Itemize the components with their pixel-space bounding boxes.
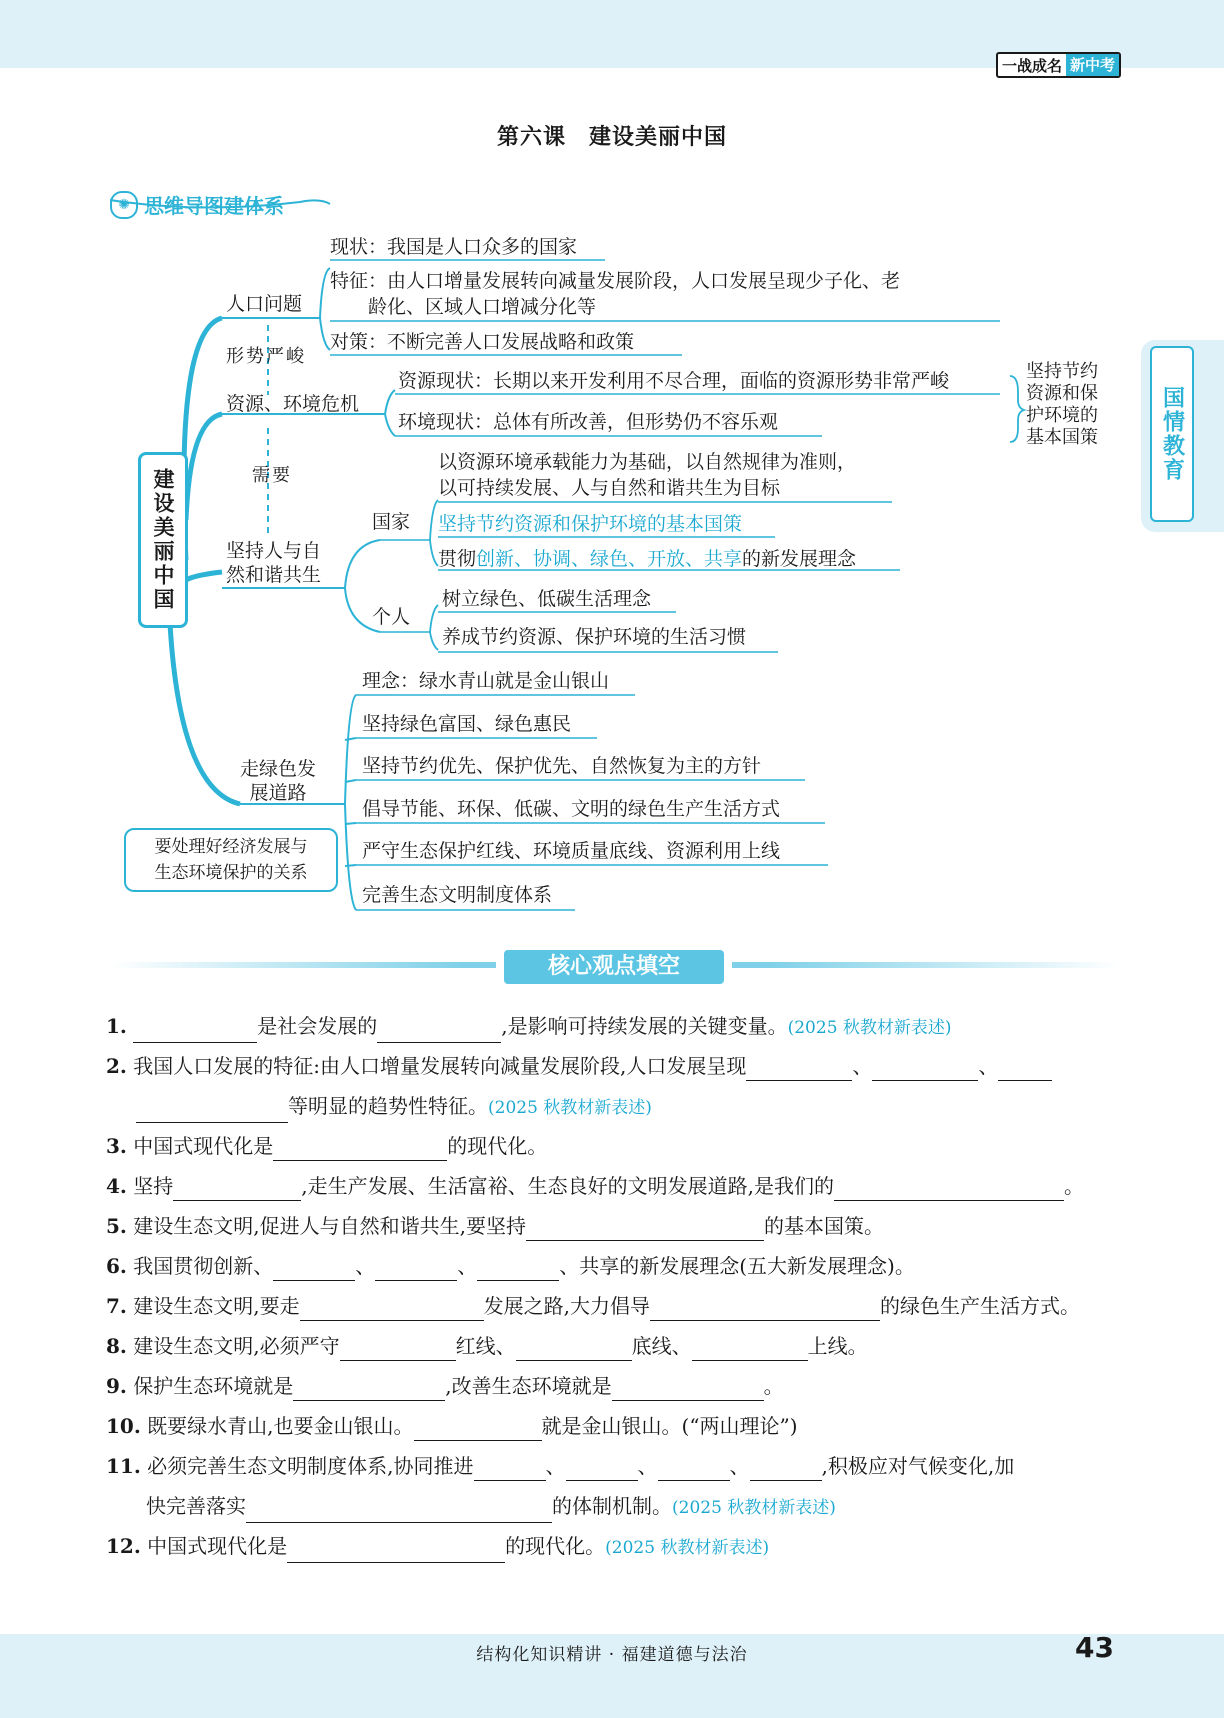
- population-status: 现状：我国是人口众多的国家: [330, 236, 578, 258]
- population-policy: 对策：不断完善人口发展战略和政策: [330, 331, 635, 353]
- question-number: 9.: [106, 1374, 127, 1398]
- question-3: [106, 1131, 547, 1161]
- page-number: 43: [1075, 1631, 1114, 1664]
- question-text: 我国人口发展的特征:由人口增量发展转向减量发展阶段,人口发展呈现: [133, 1054, 747, 1078]
- question-7: [106, 1291, 1080, 1321]
- question-text: 、共享的新发展理念(五大新发展理念)。: [559, 1254, 915, 1278]
- answer-blank[interactable]: [834, 1178, 1064, 1201]
- answer-blank[interactable]: [474, 1458, 546, 1481]
- question-number: 1.: [106, 1014, 127, 1038]
- bracket-note-line: 资源和保: [1026, 383, 1098, 404]
- branch-green-development: [240, 757, 316, 805]
- person-green-concept: 树立绿色、低碳生活理念: [442, 588, 652, 610]
- answer-blank[interactable]: [612, 1378, 764, 1401]
- question-text: 的体制机制。: [552, 1494, 672, 1518]
- question-text: 上线。: [807, 1334, 868, 1358]
- question-text: 红线、: [455, 1334, 516, 1358]
- question-text: 必须完善生态文明制度体系,协同推进: [147, 1454, 474, 1478]
- question-text: 中国式现代化是: [147, 1534, 288, 1558]
- question-text: 的现代化。: [505, 1534, 606, 1558]
- answer-blank[interactable]: [692, 1338, 808, 1361]
- answer-blank[interactable]: [287, 1540, 505, 1563]
- answer-blank[interactable]: [516, 1338, 632, 1361]
- answer-blank[interactable]: [136, 1100, 288, 1123]
- link-severe: 形势严峻: [226, 346, 306, 367]
- branch-green-line: 展道路: [249, 782, 307, 804]
- green-redline: 严守生态保护红线、环境质量底线、资源利用上线: [362, 840, 781, 862]
- question-text: 保护生态环境就是: [133, 1374, 294, 1398]
- side-tab-label: 国情教育: [1159, 386, 1185, 482]
- footer-text: 结构化知识精讲 · 福建道德与法治: [476, 1645, 748, 1665]
- question-text: 的基本国策。: [763, 1214, 884, 1238]
- new-development-prefix: 贯彻: [438, 548, 477, 570]
- separator: 、: [729, 1454, 750, 1478]
- separator: 、: [545, 1454, 566, 1478]
- question-text: 既要绿水青山,也要金山银山。: [147, 1414, 414, 1438]
- answer-blank[interactable]: [173, 1178, 301, 1201]
- relationship-note: [124, 828, 338, 892]
- question-text: 建设生态文明,必须严守: [133, 1334, 340, 1358]
- node-person: 个人: [372, 606, 411, 628]
- branch-harmony-line: 坚持人与自: [226, 540, 322, 562]
- new-development-concepts: 创新、协调、绿色、开放、共享: [476, 548, 743, 570]
- country-goal: 以可持续发展、人与自然和谐共生为目标: [438, 477, 781, 499]
- note-line: 要处理好经济发展与: [154, 837, 308, 857]
- question-4: [106, 1171, 1084, 1201]
- answer-blank[interactable]: [477, 1258, 559, 1281]
- bracket-note-line: 护环境的: [1026, 405, 1098, 426]
- question-text: 坚持: [133, 1174, 174, 1198]
- note-line: 生态环境保护的关系: [154, 863, 308, 883]
- question-10: [106, 1411, 798, 1441]
- branch-harmony-line: 然和谐共生: [226, 564, 322, 586]
- question-text: 底线、: [631, 1334, 692, 1358]
- brand-tag: 新中考: [1066, 54, 1119, 76]
- section-heading-label: 核心观点填空: [504, 950, 724, 984]
- question-1: [106, 1011, 952, 1043]
- question-text: 中国式现代化是: [133, 1134, 274, 1158]
- branch-harmony: [226, 539, 321, 587]
- answer-blank[interactable]: [133, 1020, 257, 1043]
- question-number: 2.: [106, 1054, 127, 1078]
- population-features: 特征：由人口增量发展转向减量发展阶段，人口发展呈现少子化、老: [330, 270, 901, 292]
- question-text: 是社会发展的: [257, 1014, 378, 1038]
- question-text: 等明显的趋势性特征。: [288, 1094, 488, 1118]
- country-basis: 以资源环境承载能力为基础，以自然规律为准则，: [438, 451, 857, 473]
- question-9: [106, 1371, 784, 1401]
- policy-bracket-note: [1026, 361, 1098, 449]
- question-11-cont: [146, 1491, 836, 1523]
- source-tag: (2025 秋教材新表述): [787, 1018, 952, 1038]
- question-2: [106, 1051, 1052, 1081]
- question-11: [106, 1451, 1014, 1481]
- question-number: 8.: [106, 1334, 127, 1358]
- branch-green-line: 走绿色发: [240, 758, 317, 780]
- question-text: 发展之路,大力倡导: [483, 1294, 650, 1318]
- question-text: 建设生态文明,促进人与自然和谐共生,要坚持: [133, 1214, 526, 1238]
- separator: 、: [852, 1054, 873, 1078]
- question-number: 10.: [106, 1414, 141, 1438]
- answer-blank[interactable]: [872, 1058, 978, 1081]
- question-text: ,是影响可持续发展的关键变量。: [501, 1014, 788, 1038]
- question-text: 的现代化。: [447, 1134, 548, 1158]
- link-need: 需要: [252, 465, 292, 486]
- question-text: ,改善生态环境就是: [445, 1374, 612, 1398]
- country-basic-policy: 坚持节约资源和保护环境的基本国策: [438, 513, 743, 535]
- answer-blank[interactable]: [658, 1458, 730, 1481]
- source-tag: (2025 秋教材新表述): [488, 1098, 652, 1118]
- new-development-suffix: 的新发展理念: [742, 548, 857, 570]
- population-features-cont: 龄化、区域人口增减分化等: [368, 296, 597, 318]
- person-habits: 养成节约资源、保护环境的生活习惯: [442, 626, 747, 648]
- question-number: 3.: [106, 1134, 127, 1158]
- separator: 、: [637, 1454, 658, 1478]
- question-number: 11.: [106, 1454, 141, 1478]
- separator: 、: [355, 1254, 376, 1278]
- source-tag: (2025 秋教材新表述): [672, 1498, 836, 1518]
- answer-blank[interactable]: [750, 1458, 822, 1481]
- question-text: ,走生产发展、生活富裕、生态良好的文明发展道路,是我们的: [301, 1174, 834, 1198]
- answer-blank[interactable]: [998, 1058, 1052, 1081]
- question-text: 我国贯彻创新、: [133, 1254, 274, 1278]
- answer-blank[interactable]: [340, 1338, 456, 1361]
- question-number: 4.: [106, 1174, 127, 1198]
- green-priority: 坚持节约优先、保护优先、自然恢复为主的方针: [362, 755, 762, 777]
- question-number: 12.: [106, 1534, 141, 1558]
- question-text: 就是金山银山。(“两山理论”): [541, 1414, 798, 1438]
- branch-population: 人口问题: [226, 293, 303, 315]
- green-concept: 理念：绿水青山就是金山银山: [362, 670, 610, 692]
- answer-blank[interactable]: [414, 1418, 542, 1441]
- node-country: 国家: [372, 511, 411, 533]
- question-2-cont: [136, 1091, 652, 1123]
- branch-resource-crisis: 资源、环境危机: [226, 393, 360, 415]
- question-5: [106, 1211, 884, 1241]
- question-8: [106, 1331, 868, 1361]
- brand-name: 一战成名: [1002, 56, 1063, 75]
- answer-blank[interactable]: [293, 1378, 445, 1401]
- answer-blank[interactable]: [273, 1138, 447, 1161]
- question-number: 6.: [106, 1254, 127, 1278]
- green-lifestyle: 倡导节能、环保、低碳、文明的绿色生产生活方式: [362, 798, 781, 820]
- question-number: 7.: [106, 1294, 127, 1318]
- question-text: 建设生态文明,要走: [133, 1294, 300, 1318]
- bracket-note-line: 基本国策: [1026, 427, 1098, 448]
- green-system: 完善生态文明制度体系: [362, 884, 553, 906]
- question-text: ,积极应对气候变化,加: [821, 1454, 1015, 1478]
- resource-status: 资源现状：长期以来开发利用不尽合理，面临的资源形势非常严峻: [398, 370, 950, 392]
- question-text: 快完善落实: [146, 1494, 246, 1518]
- bracket-note-line: 坚持节约: [1026, 361, 1098, 382]
- page-title: 第六课 建设美丽中国: [496, 125, 727, 150]
- question-number: 5.: [106, 1214, 127, 1238]
- mindmap-root: [138, 452, 188, 628]
- answer-blank[interactable]: [377, 1020, 501, 1043]
- answer-blank[interactable]: [566, 1458, 638, 1481]
- question-text: 。: [1063, 1174, 1084, 1198]
- question-12: [106, 1531, 769, 1563]
- separator: 、: [978, 1054, 999, 1078]
- section-heading: [496, 948, 732, 986]
- mindmap-root-label: 建设美丽中国: [151, 468, 175, 612]
- mindmap-icon: ✺: [110, 191, 138, 219]
- source-tag: (2025 秋教材新表述): [605, 1538, 770, 1558]
- answer-blank[interactable]: [746, 1058, 852, 1081]
- answer-blank[interactable]: [375, 1258, 457, 1281]
- mindmap-section-label: 思维导图建体系: [144, 194, 284, 218]
- green-enrich: 坚持绿色富国、绿色惠民: [362, 713, 572, 735]
- question-text: 的绿色生产生活方式。: [879, 1294, 1080, 1318]
- question-text: 。: [763, 1374, 784, 1398]
- answer-blank[interactable]: [246, 1500, 552, 1523]
- separator: 、: [457, 1254, 478, 1278]
- answer-blank[interactable]: [300, 1298, 484, 1321]
- question-6: [106, 1251, 915, 1281]
- answer-blank[interactable]: [526, 1218, 764, 1241]
- answer-blank[interactable]: [650, 1298, 880, 1321]
- environment-status: 环境现状：总体有所改善，但形势仍不容乐观: [398, 411, 779, 433]
- answer-blank[interactable]: [273, 1258, 355, 1281]
- country-new-development: [438, 546, 856, 572]
